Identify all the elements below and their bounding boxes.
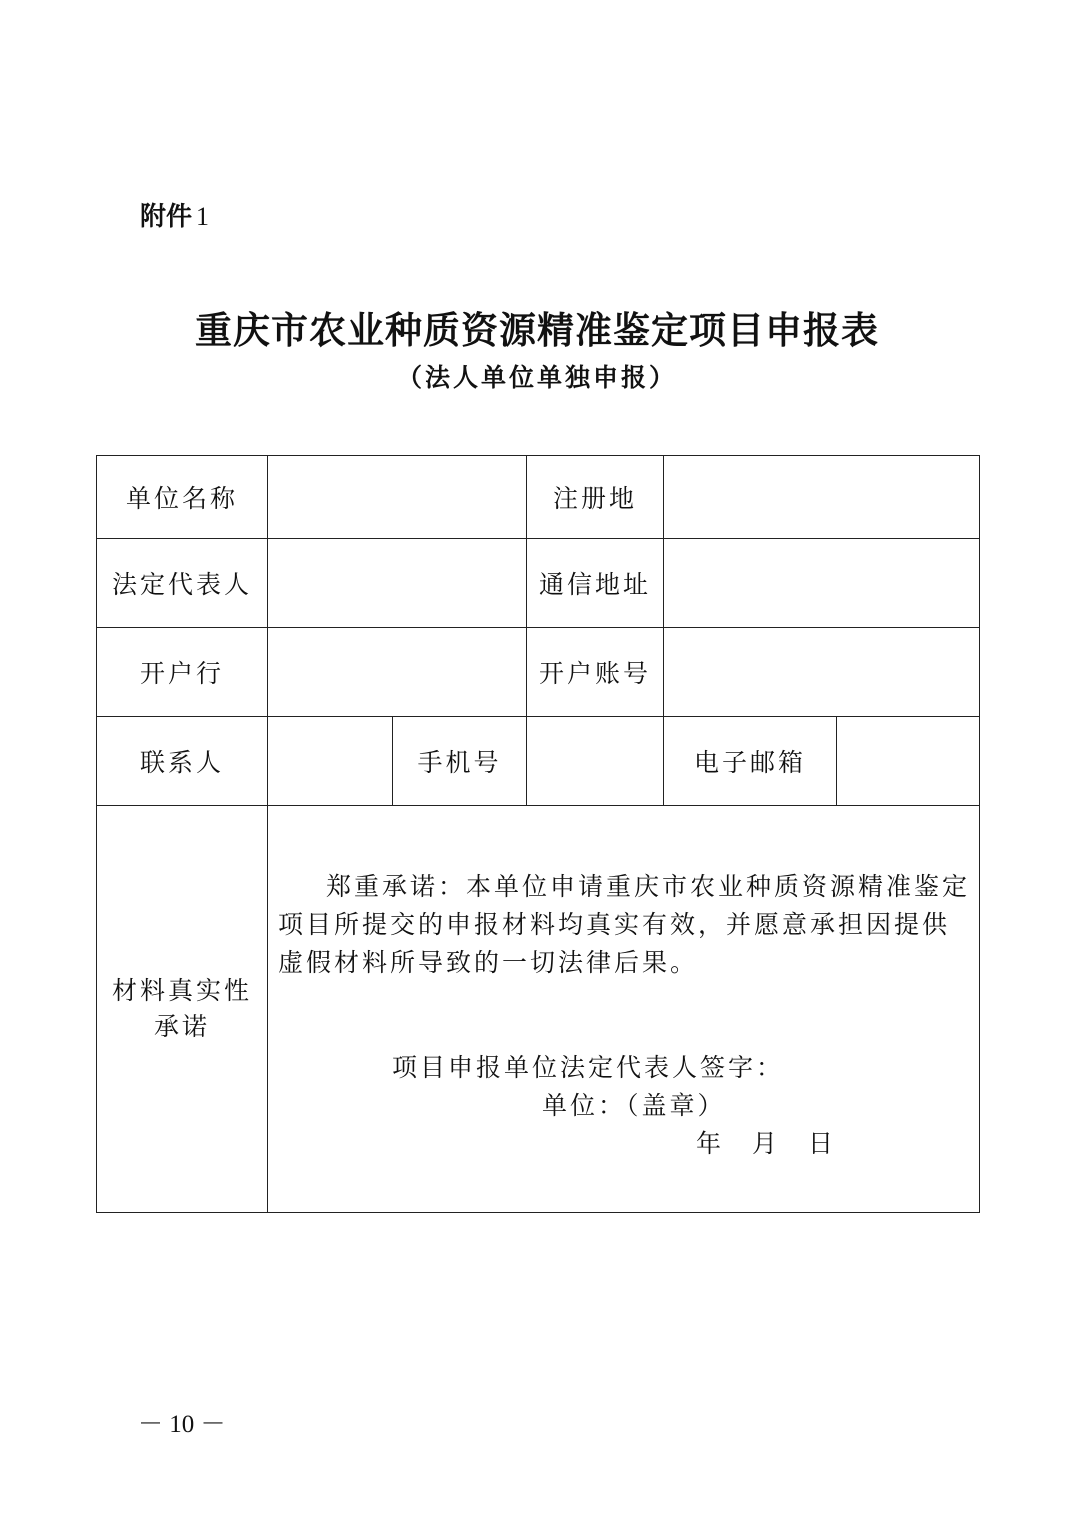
application-form-table (96, 455, 980, 1213)
page-number: － 10 － (138, 1411, 226, 1438)
phone-field[interactable] (527, 717, 664, 806)
table-row (97, 717, 980, 806)
table-row (97, 456, 980, 539)
mail-address-field[interactable] (664, 539, 980, 628)
pledge-label: 材料真实性承诺 (97, 806, 268, 1213)
table-row (97, 539, 980, 628)
account-field[interactable] (664, 628, 980, 717)
attachment-text: 附件 (140, 202, 193, 232)
email-field[interactable] (837, 717, 980, 806)
page-title: 重庆市农业种质资源精准鉴定项目申报表 (195, 308, 879, 352)
table-row (97, 628, 980, 717)
date-year: 年 (696, 1129, 725, 1158)
attachment-label (140, 196, 209, 233)
unit-name-label: 单位名称 (97, 456, 268, 539)
unit-name-field[interactable] (268, 456, 527, 539)
date-line (696, 1124, 864, 1160)
page-subtitle: （法人单位单独申报） (396, 363, 677, 392)
account-label: 开户账号 (527, 628, 664, 717)
bank-field[interactable] (268, 628, 527, 717)
registered-place-field[interactable] (664, 456, 980, 539)
registered-place-label: 注册地 (527, 456, 664, 539)
pledge-text: 郑重承诺：本单位申请重庆市农业种质资源精准鉴定项目所提交的申报材料均真实有效，并愿意承担因提供虚假材料所导致的一切法律后果。 (278, 872, 971, 977)
attachment-number: 1 (196, 202, 210, 231)
contact-field[interactable] (268, 717, 393, 806)
bank-label: 开户行 (97, 628, 268, 717)
table-row (97, 806, 980, 1213)
legal-rep-label: 法定代表人 (97, 539, 268, 628)
unit-seal-label: 单位：（盖章） (542, 1091, 726, 1120)
date-day: 日 (808, 1129, 837, 1158)
signature-label: 项目申报单位法定代表人签字： (392, 1053, 785, 1082)
legal-rep-field[interactable] (268, 539, 527, 628)
phone-label: 手机号 (393, 717, 527, 806)
contact-label: 联系人 (97, 717, 268, 806)
mail-address-label: 通信地址 (527, 539, 664, 628)
email-label: 电子邮箱 (664, 717, 837, 806)
date-month: 月 (752, 1129, 781, 1158)
pledge-cell (268, 806, 980, 1213)
